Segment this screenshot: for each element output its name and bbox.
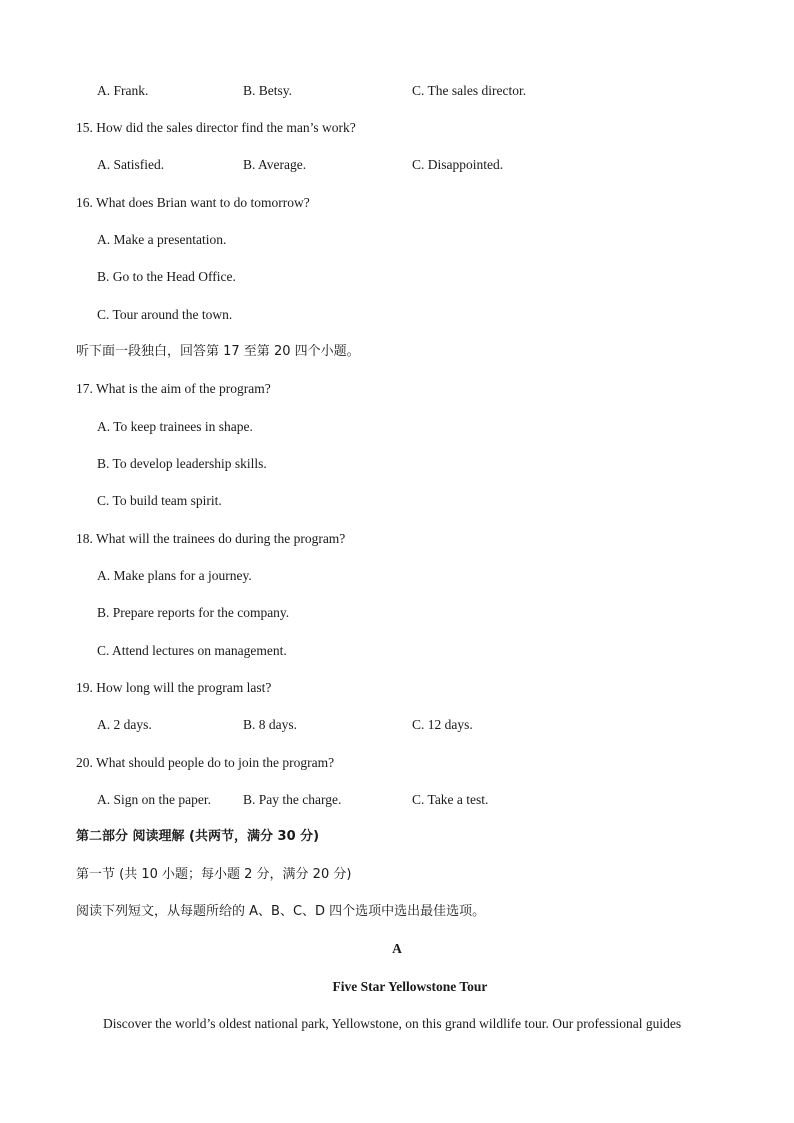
q16-option-c: C. Tour around the town.: [97, 307, 233, 322]
q17-option-a: A. To keep trainees in shape.: [97, 419, 253, 434]
q15-option-b: B. Average.: [243, 157, 307, 172]
passage-title: Five Star Yellowstone Tour: [332, 979, 488, 994]
monologue-instruction: 听下面一段独白，回答第 17 至第 20 四个小题。: [76, 344, 360, 359]
q18-option-b: B. Prepare reports for the company.: [97, 605, 290, 620]
q20-option-c: C. Take a test.: [412, 792, 489, 807]
part2-heading: 第二部分 阅读理解 (共两节，满分 30 分): [76, 829, 320, 844]
q18-option-a: A. Make plans for a journey.: [97, 568, 252, 583]
q14-option-b: B. Betsy.: [243, 83, 293, 98]
q17-option-c: C. To build team spirit.: [97, 493, 222, 508]
reading-instruction: 阅读下列短文，从每题所给的 A、B、C、D 四个选项中选出最佳选项。: [76, 904, 486, 919]
q16-option-b: B. Go to the Head Office.: [97, 269, 236, 284]
passage-letter: A: [392, 941, 402, 956]
q17-question: 17. What is the aim of the program?: [76, 381, 271, 396]
q16-question: 16. What does Brian want to do tomorrow?: [76, 195, 310, 210]
q20-option-b: B. Pay the charge.: [243, 792, 342, 807]
q19-option-c: C. 12 days.: [412, 717, 473, 732]
q16-option-a: A. Make a presentation.: [97, 232, 227, 247]
q15-question: 15. How did the sales director find the man’s work?: [76, 120, 356, 135]
q20-options: [97, 792, 737, 808]
q15-option-a: A. Satisfied.: [97, 157, 165, 172]
q14-option-a: A. Frank.: [97, 83, 149, 98]
q19-question: 19. How long will the program last?: [76, 680, 272, 695]
q20-option-a: A. Sign on the paper.: [97, 792, 211, 807]
q15-options: [97, 157, 737, 173]
q19-option-a: A. 2 days.: [97, 717, 152, 732]
q15-option-c: C. Disappointed.: [412, 157, 504, 172]
q18-question: 18. What will the trainees do during the program?: [76, 531, 346, 546]
q14-options: [97, 83, 737, 99]
q19-option-b: B. 8 days.: [243, 717, 297, 732]
q14-option-c: C. The sales director.: [412, 83, 527, 98]
q19-options: [97, 717, 737, 733]
q18-option-c: C. Attend lectures on management.: [97, 643, 287, 658]
passage-first-line: Discover the world’s oldest national park, Yellowstone, on this grand wildlife tour. Our professional guides: [103, 1016, 682, 1031]
q17-option-b: B. To develop leadership skills.: [97, 456, 267, 471]
q20-question: 20. What should people do to join the program?: [76, 755, 335, 770]
section1-heading: 第一节 (共 10 小题；每小题 2 分，满分 20 分): [76, 867, 352, 882]
